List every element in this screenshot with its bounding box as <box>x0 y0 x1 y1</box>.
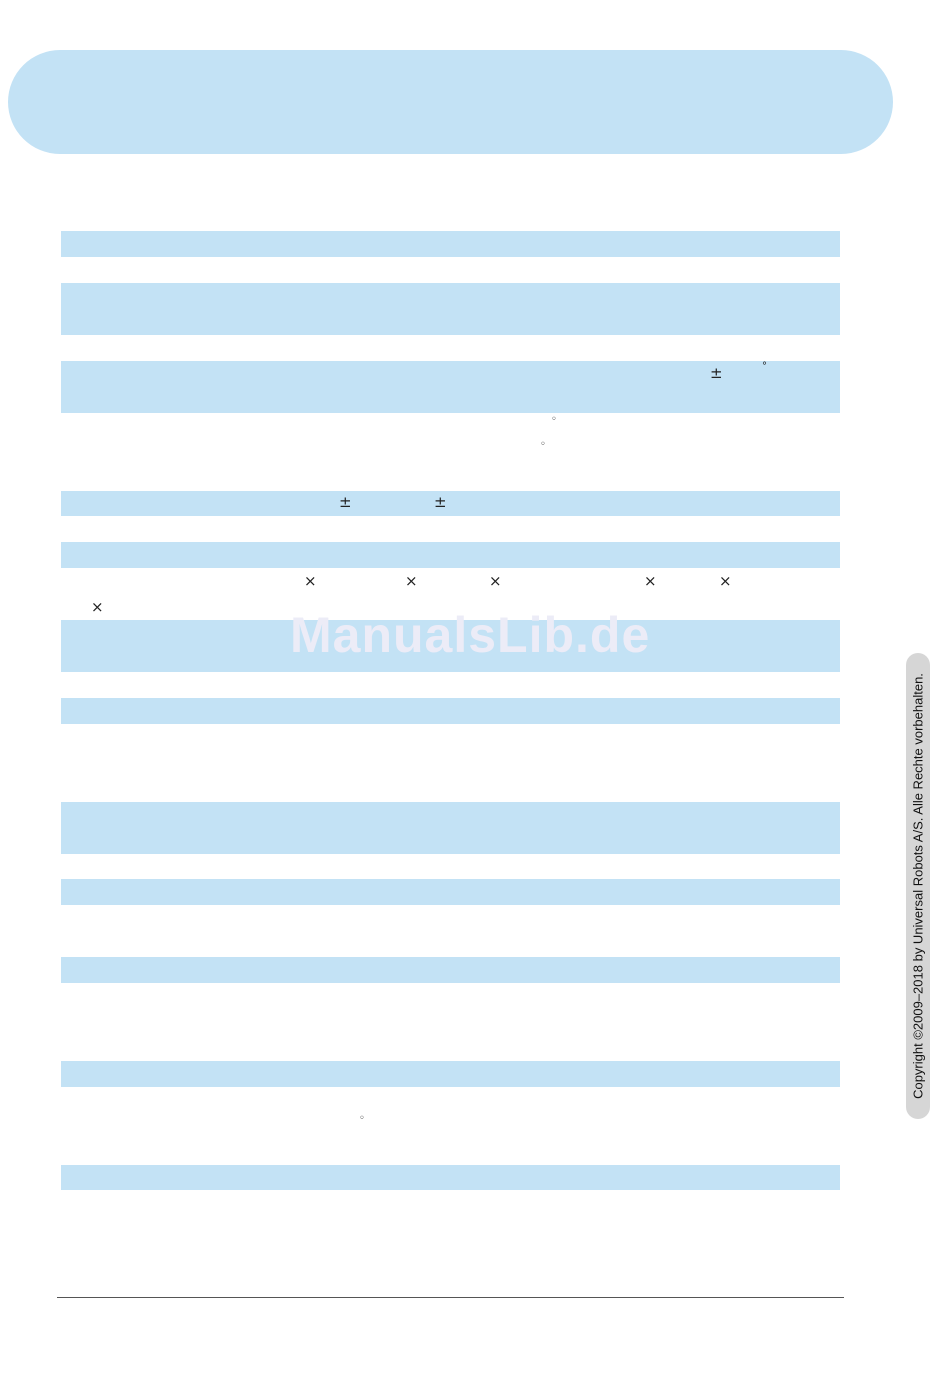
times-symbol: × <box>489 572 502 590</box>
table-row-band <box>61 879 840 905</box>
table-row-band <box>61 957 840 983</box>
footer-divider <box>57 1297 844 1298</box>
table-row-band <box>61 1165 840 1190</box>
plus-minus-symbol: ± <box>339 493 352 511</box>
header-banner <box>8 50 893 154</box>
table-row-band <box>61 491 840 516</box>
table-row-band <box>61 231 840 257</box>
table-row-band <box>61 361 840 413</box>
table-row-band <box>61 283 840 335</box>
watermark: ManualsLib.de <box>290 607 651 663</box>
times-symbol: × <box>405 572 418 590</box>
times-symbol: × <box>91 598 104 616</box>
times-symbol: × <box>719 572 732 590</box>
copyright-notice: Copyright ©2009–2018 by Universal Robots A/S. Alle Rechte vorbehalten. <box>910 673 926 1099</box>
degree-symbol: ◦ <box>551 414 557 425</box>
table-row-band <box>61 698 840 724</box>
table-row-band <box>61 802 840 854</box>
table-row-band <box>61 542 840 568</box>
degree-symbol: ◦ <box>359 1113 365 1124</box>
degree-symbol: ° <box>762 361 767 372</box>
plus-minus-symbol: ± <box>710 364 723 382</box>
plus-minus-symbol: ± <box>434 493 447 511</box>
degree-symbol: ◦ <box>540 439 546 450</box>
times-symbol: × <box>644 572 657 590</box>
table-row-band <box>61 1061 840 1087</box>
times-symbol: × <box>304 572 317 590</box>
